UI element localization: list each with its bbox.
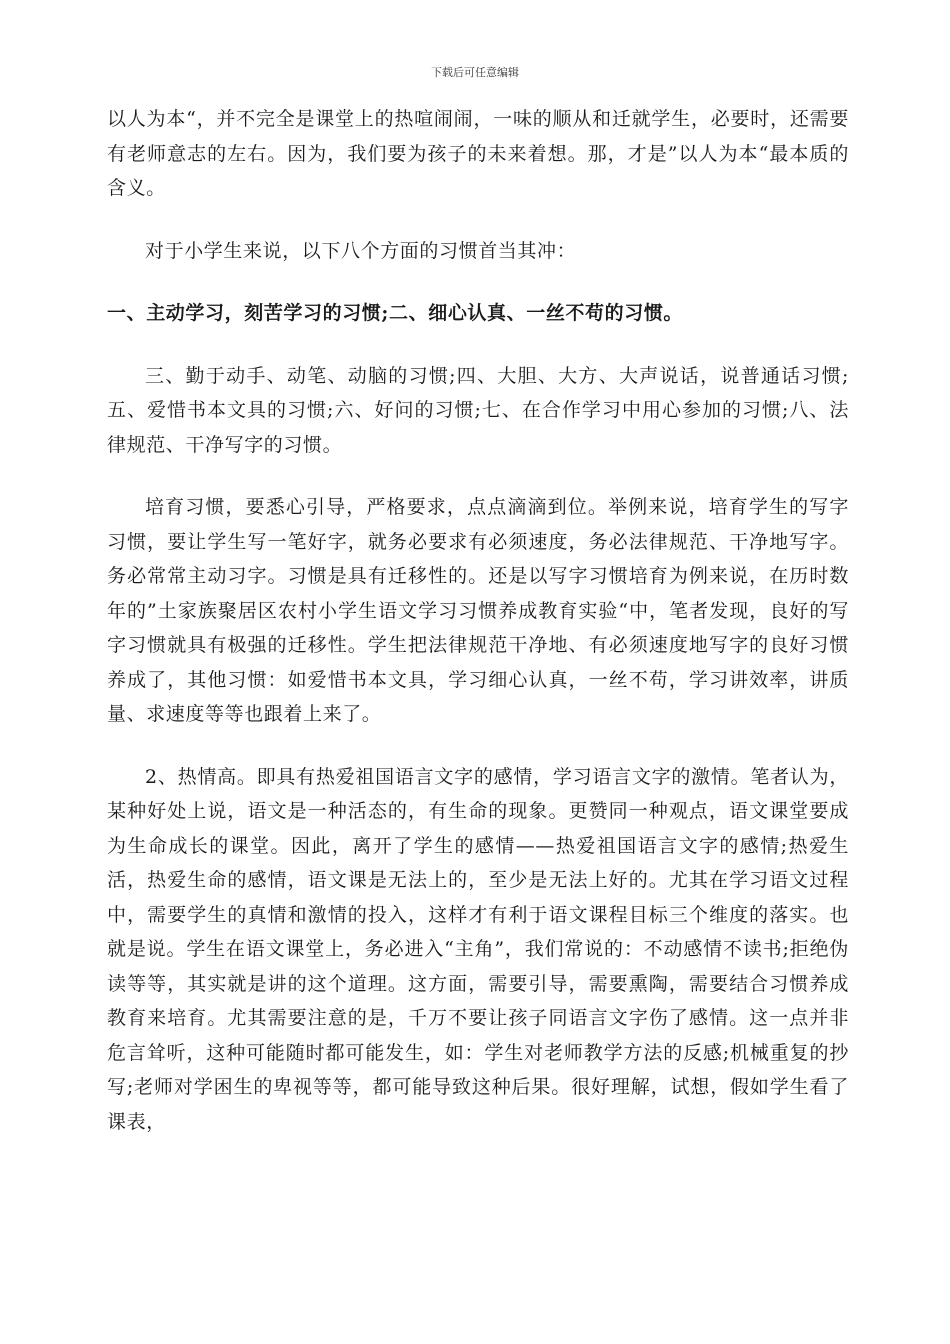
paragraph-cultivation: 培育习惯，要悉心引导，严格要求，点点滴滴到位。举例来说，培育学生的写字习惯，要让学生写一笔好字，就务必要求有必须速度，务必法律规范、干净地写字。务必常常主动习字。习惯是具有迁移性的。还是以写字习惯培育为例来说，在历时数年的”土家族聚居区农村小学生语文学习习惯养成教育实验“中，笔者发现，良好的写字习惯就具有极强的迁移性。学生把法律规范干净地、有必须速度地写字的良好习惯养成了，其他习惯：如爱惜书本文具，学习细心认真，一丝不苟，学习讲效率，讲质量、求速度等等也跟着上来了。 [107, 496, 849, 725]
paragraph-gap [107, 732, 849, 760]
paragraph-enthusiasm: 2、热情高。即具有热爱祖国语言文字的感情，学习语言文字的激情。笔者认为，某种好处上说，语文是一种活态的，有生命的现象。更赞同一种观点，语文课堂要成为生命成长的课堂。因此，离开了学生的感情——热爱祖国语言文字的感情;热爱生活，热爱生命的感情，语文课是无法上的，至少是无法上好的。尤其在学习语文过程中，需要学生的真情和激情的投入，这样才有利于语文课程目标三个维度的落实。也就是说。学生在语文课堂上，务必进入“主角”，我们常说的：不动感情不读书;拒绝伪读等等，其实就是讲的这个道理。这方面，需要引导，需要熏陶，需要结合习惯养成教育来培育。尤其需要注意的是，千万不要让孩子同语言文字伤了感情。这一点并非危言耸听，这种可能随时都可能发生，如：学生对老师教学方法的反感;机械重复的抄写;老师对学困生的卑视等等，都可能导致这种后果。很好理解，试想，假如学生看了课表， [107, 765, 849, 1133]
page-header: 下载后可任意编辑 [431, 66, 519, 79]
paragraph-habits-bold: 一、主动学习，刻苦学习的习惯;二、细心认真、一丝不苟的习惯。 [107, 302, 684, 324]
paragraph-gap [107, 268, 849, 296]
document-body [107, 102, 849, 1139]
paragraph-intro: 对于小学生来说，以下八个方面的习惯首当其冲： [145, 239, 577, 262]
paragraph-gap [107, 331, 849, 359]
paragraph-continuation: 以人为本“，并不完全是课堂上的热喧闹闹，一味的顺从和迁就学生，必要时，还需要有老师意志的左右。因为，我们要为孩子的未来着想。那，才是”以人为本“最本质的含义。 [107, 108, 849, 199]
paragraph-gap [107, 206, 849, 234]
paragraph-habits-list: 三、勤于动手、动笔、动脑的习惯;四、大胆、大方、大声说话，说普通话习惯;五、爱惜书本文具的习惯;六、好问的习惯;七、在合作学习中用心参加的习惯;八、法律规范、干净写字的习惯。 [107, 364, 849, 456]
paragraph-gap [107, 462, 849, 490]
